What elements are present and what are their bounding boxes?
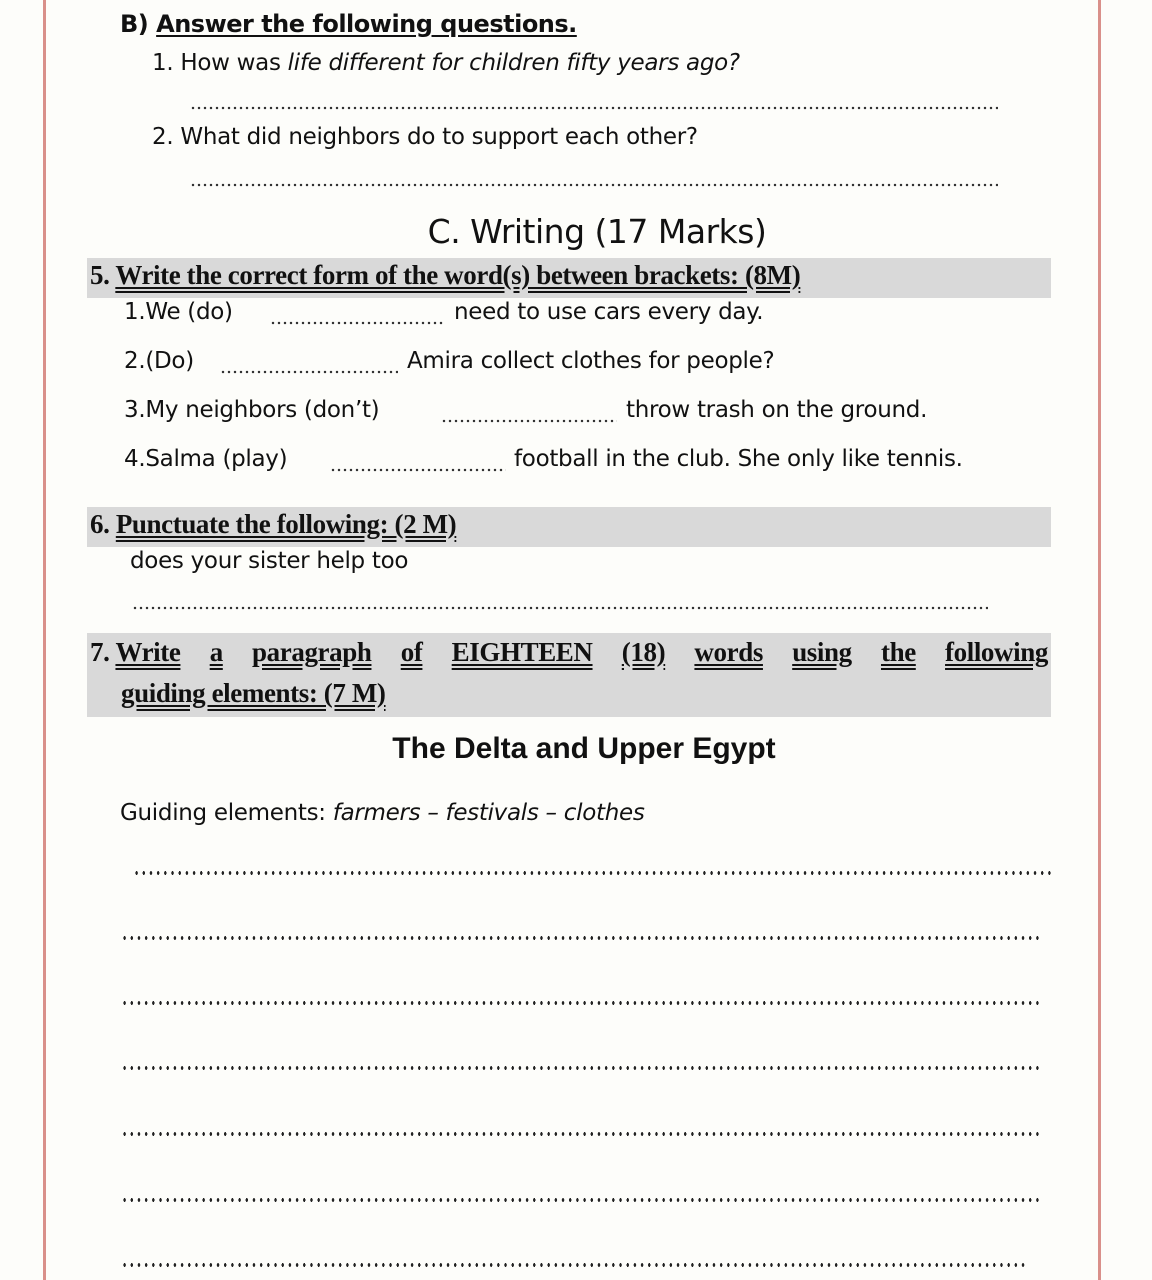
q6-heading — [90, 509, 456, 540]
q7-guiding-elements — [120, 800, 645, 826]
page-border-left — [43, 0, 46, 1280]
guiding-label: Guiding elements: — [120, 800, 326, 826]
q6-answer-line[interactable] — [132, 606, 988, 610]
q5-item-1-rest — [454, 299, 763, 325]
q7-topic-text: The Delta and Upper Egypt — [392, 732, 776, 765]
q5-title: Write the correct form of the word(s) between brackets: (8M) — [115, 260, 801, 290]
q5-item-text: need to use cars every day. — [454, 299, 764, 325]
q7-title-word: (18) — [621, 637, 666, 667]
q5-item-4-blank[interactable] — [330, 468, 506, 472]
q6-title: Punctuate the following: (2 M) — [115, 509, 457, 539]
answer-line[interactable] — [121, 1065, 1041, 1071]
q7-title-word: paragraph — [252, 637, 372, 667]
q5-item-4 — [124, 446, 287, 472]
section-c-title — [0, 212, 1152, 251]
q7-title-word: following — [945, 637, 1048, 667]
answer-line[interactable] — [121, 1197, 1041, 1203]
q5-item-prompt: 1.We (do) — [124, 299, 233, 325]
q7-title-word: words — [694, 637, 763, 667]
q6-number: 6. — [90, 509, 110, 539]
q5-item-text: Amira collect clothes for people? — [407, 348, 775, 374]
q7-title-word: using — [792, 637, 852, 667]
q5-item-prompt: 2.(Do) — [124, 348, 194, 374]
q5-item-1-blank[interactable] — [270, 321, 444, 325]
section-b-heading — [120, 10, 577, 38]
q5-item-3 — [124, 397, 379, 423]
question-b2 — [152, 124, 698, 150]
answer-line[interactable] — [121, 935, 1041, 941]
section-b-label: B) — [120, 10, 149, 38]
answer-line-b1[interactable] — [190, 106, 998, 110]
q5-number: 5. — [90, 260, 110, 290]
guiding-items: farmers – festivals – clothes — [332, 800, 645, 826]
answer-line[interactable] — [121, 1131, 1041, 1137]
q5-item-3-rest — [626, 397, 927, 423]
q6-sentence-text: does your sister help too — [130, 548, 409, 574]
q7-title-line-1 — [115, 637, 1048, 668]
q7-title-word: the — [880, 637, 916, 667]
q5-item-1 — [124, 299, 233, 325]
question-b1 — [152, 50, 740, 76]
section-b-title: Answer the following questions. — [156, 10, 577, 38]
q5-item-text: throw trash on the ground. — [626, 397, 928, 423]
q7-title-word: Write — [115, 637, 181, 667]
q7-heading-line-1 — [90, 637, 1048, 668]
q7-heading-line-2 — [121, 678, 386, 709]
q7-title-line-2: guiding elements: (7 M) — [121, 678, 386, 708]
question-number: 1. — [152, 50, 174, 76]
question-text-italic: life different for children fifty years ago? — [287, 50, 740, 76]
q5-item-prompt: 4.Salma (play) — [124, 446, 288, 472]
q7-topic — [0, 732, 1152, 766]
q5-item-3-blank[interactable] — [441, 419, 617, 423]
q5-item-2-rest — [407, 348, 774, 374]
q7-title-word: a — [209, 637, 223, 667]
section-c-title-text: C. Writing (17 Marks) — [427, 212, 767, 251]
page-border-right — [1098, 0, 1101, 1280]
q5-item-prompt: 3.My neighbors (don’t) — [124, 397, 380, 423]
answer-line-b2[interactable] — [190, 183, 998, 187]
q7-title-word: of — [400, 637, 423, 667]
q7-number: 7. — [90, 637, 110, 667]
answer-line[interactable] — [133, 870, 1053, 876]
answer-line[interactable] — [121, 1000, 1041, 1006]
question-text: How was — [180, 50, 288, 76]
q5-item-2 — [124, 348, 194, 374]
q5-item-2-blank[interactable] — [220, 370, 398, 374]
q5-item-4-rest — [514, 446, 963, 472]
question-text: What did neighbors do to support each other? — [180, 124, 698, 150]
q6-sentence — [130, 548, 408, 574]
q7-title-word: EIGHTEEN — [451, 637, 593, 667]
q5-item-text: football in the club. She only like tennis. — [514, 446, 963, 472]
answer-line[interactable] — [121, 1262, 1026, 1268]
q5-heading — [90, 260, 800, 291]
question-number: 2. — [152, 124, 174, 150]
